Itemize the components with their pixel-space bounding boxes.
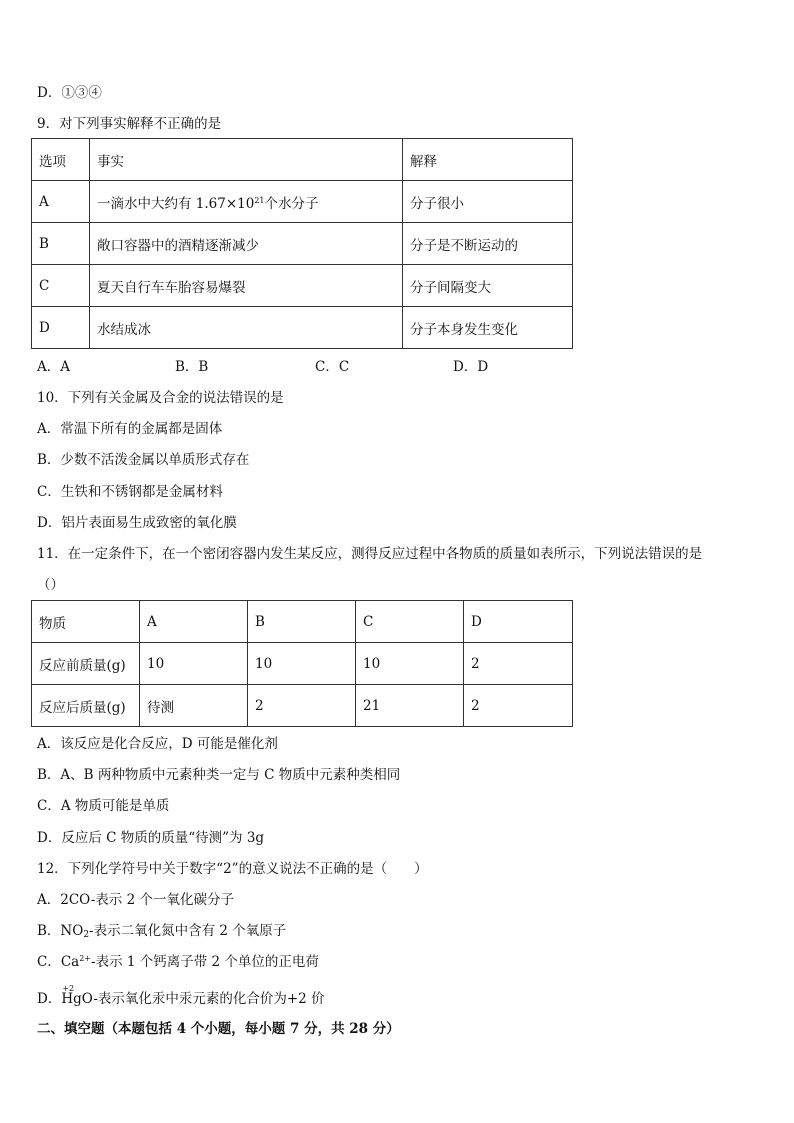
table-cell: 敞口容器中的酒精逐渐减少 [90, 223, 403, 265]
table-header-cell: B [248, 601, 356, 643]
table-header-cell: A [140, 601, 248, 643]
q12-option-c [37, 953, 319, 971]
choice-b: B．B [175, 359, 209, 375]
table-cell: 水结成冰 [90, 307, 403, 349]
q10-option-a: A．常温下所有的金属都是固体 [37, 421, 223, 437]
q11-option-a: A．该反应是化合反应，D 可能是催化剂 [37, 736, 278, 752]
table-header-cell: C [356, 601, 464, 643]
q12-option-d [37, 984, 325, 1008]
table-cell: C [32, 265, 90, 307]
charge-superscript: 2+ [79, 954, 92, 963]
table-row [32, 307, 573, 349]
q10-stem: 10．下列有关金属及合金的说法错误的是 [37, 390, 284, 406]
table-cell: 反应前质量(g) [32, 643, 140, 685]
valence-formula [61, 984, 82, 1008]
q9-table [31, 138, 573, 349]
choice-c: C．C [315, 359, 350, 375]
option-text: -表示 1 个钙离子带 2 个单位的正电荷 [91, 954, 319, 970]
table-header-row [32, 139, 573, 181]
choice-a: A．A [37, 359, 70, 375]
table-row [32, 685, 573, 727]
formula-text: B．NO [37, 923, 84, 939]
q12-stem: 12．下列化学符号中关于数字“2”的意义说法不正确的是（ ） [37, 861, 428, 877]
table-row [32, 223, 573, 265]
table-header-cell: 选项 [32, 139, 90, 181]
exponent: 21 [254, 195, 265, 205]
q12-option-a: A．2CO-表示 2 个一氧化碳分子 [37, 892, 234, 908]
table-cell: 夏天自行车车胎容易爆裂 [90, 265, 403, 307]
section-heading: 二、填空题（本题包括 4 个小题，每小题 7 分，共 28 分） [37, 1021, 400, 1037]
table-row [32, 181, 573, 223]
table-cell: B [32, 223, 90, 265]
table-cell [90, 181, 403, 223]
table-cell: 分子是不断运动的 [403, 223, 573, 265]
table-cell: 21 [356, 685, 464, 727]
table-cell: 2 [248, 685, 356, 727]
q8-option-d: D．①③④ [37, 85, 102, 101]
q11-stem-paren: （） [37, 577, 64, 593]
option-letter: D． [37, 991, 62, 1007]
table-cell: 10 [140, 643, 248, 685]
table-cell: A [32, 181, 90, 223]
subscript: 2 [83, 930, 90, 940]
table-cell: 待测 [140, 685, 248, 727]
valence-mark: +2 [62, 984, 75, 993]
choice-d: D．D [453, 359, 489, 375]
table-row [32, 265, 573, 307]
fact-text: 个水分子 [264, 195, 319, 212]
table-cell: 10 [356, 643, 464, 685]
q10-option-b: B．少数不活泼金属以单质形式存在 [37, 452, 250, 468]
q11-option-c: C．A 物质可能是单质 [37, 798, 170, 814]
q9-stem: 9．对下列事实解释不正确的是 [37, 116, 222, 132]
q11-option-d: D．反应后 C 物质的质量“待测”为 3g [37, 830, 265, 846]
formula-text: O [81, 991, 94, 1007]
option-text: -表示二氧化氮中含有 2 个氧原子 [89, 923, 287, 939]
table-header-cell: 物质 [32, 601, 140, 643]
table-cell: 2 [464, 685, 573, 727]
table-cell: 分子本身发生变化 [403, 307, 573, 349]
table-header-cell: D [464, 601, 573, 643]
table-cell: D [32, 307, 90, 349]
q10-option-d: D．铝片表面易生成致密的氧化膜 [37, 515, 237, 531]
q11-stem: 11．在一定条件下，在一个密闭容器内发生某反应，测得反应过程中各物质的质量如表所示，下列说法错误的是 [37, 546, 703, 562]
table-cell: 反应后质量(g) [32, 685, 140, 727]
table-cell: 2 [464, 643, 573, 685]
formula-text: Hg [61, 991, 82, 1007]
table-row [32, 643, 573, 685]
q11-table [31, 600, 573, 727]
table-cell: 分子很小 [403, 181, 573, 223]
option-text: -表示氧化汞中汞元素的化合价为+2 价 [93, 991, 325, 1007]
fact-text: 一滴水中大约有 1.67×10 [97, 195, 255, 212]
q10-option-c: C．生铁和不锈钢都是金属材料 [37, 484, 223, 500]
table-cell: 分子间隔变大 [403, 265, 573, 307]
table-header-cell: 解释 [403, 139, 573, 181]
table-header-row [32, 601, 573, 643]
table-header-cell: 事实 [90, 139, 403, 181]
q12-option-b [37, 922, 286, 940]
q11-option-b: B．A、B 两种物质中元素种类一定与 C 物质中元素种类相同 [37, 767, 401, 783]
table-cell: 10 [248, 643, 356, 685]
formula-text: C．Ca [37, 954, 80, 970]
